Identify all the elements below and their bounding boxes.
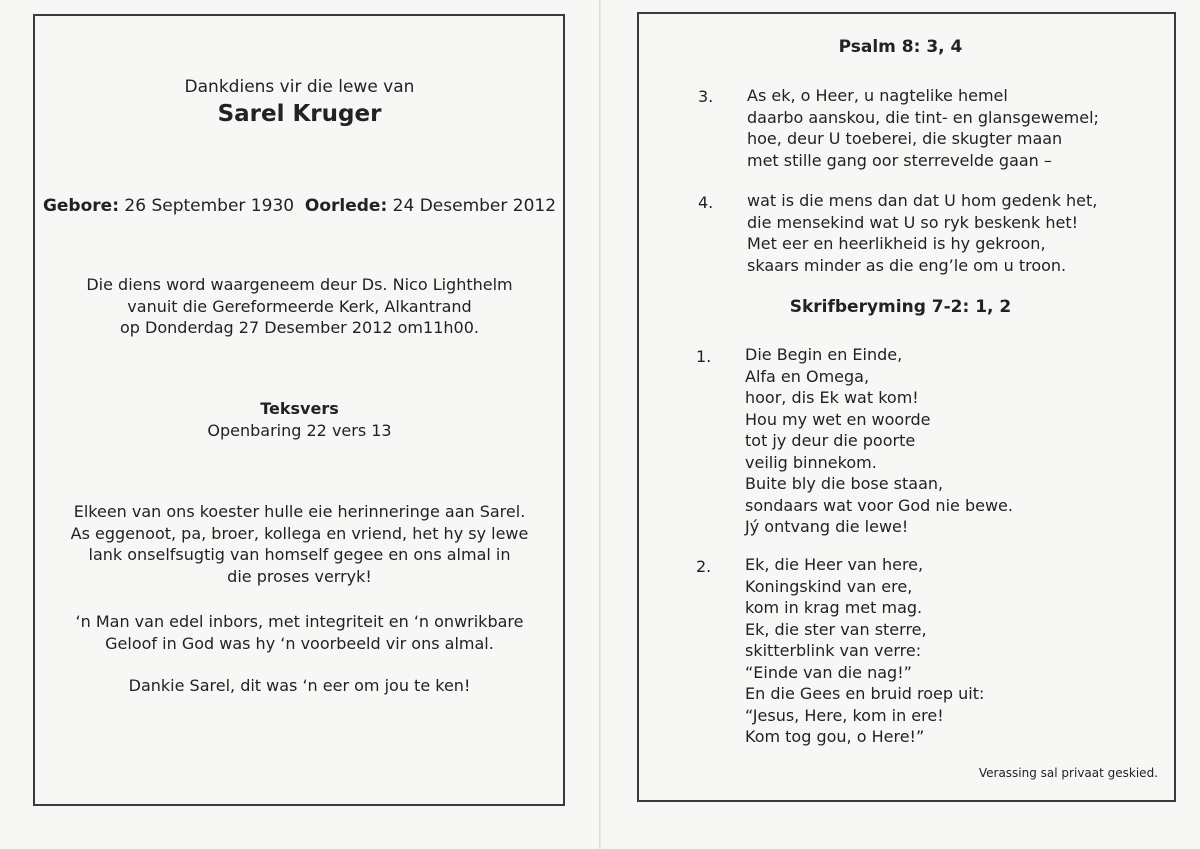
verse-line: hoe, deur U toeberei, die skugter maan <box>747 129 1063 148</box>
tribute2-line: ‘n Man van edel inbors, met integriteit en ‘n onwrikbare <box>75 612 524 631</box>
text-verse <box>0 398 599 441</box>
text-verse-label: Teksvers <box>260 399 339 418</box>
verse-line: Met eer en heerlikheid is hy gekroon, <box>747 234 1046 253</box>
tribute-line: As eggenoot, pa, broer, kollega en vriend, het hy sy lewe <box>70 523 529 543</box>
service-line: Die diens word waargeneem deur Ds. Nico Lighthelm <box>86 275 513 294</box>
tribute-line: die proses verryk! <box>227 566 372 586</box>
service-details <box>0 274 599 339</box>
verse-line: Hou my wet en woorde <box>745 409 931 429</box>
verse-line: Kom tog gou, o Here!” <box>745 727 925 746</box>
psalm-verse-3 <box>747 85 1099 171</box>
verse-line: die mensekind wat U so ryk beskenk het! <box>747 212 1079 232</box>
service-line: op Donderdag 27 Desember 2012 om11h00. <box>120 318 479 337</box>
verse-line: Ek, die Heer van here, <box>745 555 924 574</box>
hymn-verse-2 <box>745 554 984 748</box>
thanks-text: Dankie Sarel, dit was ‘n eer om jou te ken! <box>128 676 471 695</box>
footnote-text: Verassing sal privaat geskied. <box>978 766 1158 780</box>
verse-line: Jý ontvang die lewe! <box>745 517 909 536</box>
verse-line: Koningskind van ere, <box>745 576 913 596</box>
verse-line: veilig binnekom. <box>745 452 877 472</box>
hymn-verse-1 <box>745 344 1013 538</box>
verse-line: sondaars wat voor God nie bewe. <box>745 495 1013 515</box>
hymn-title: Skrifberyming 7-2: 1, 2 <box>789 297 1012 317</box>
verse-line: skitterblink van verre: <box>745 641 922 660</box>
dates-line <box>0 195 599 217</box>
verse-line: Ek, die ster van sterre, <box>745 619 927 639</box>
verse-line: As ek, o Heer, u nagtelike hemel <box>747 86 1008 105</box>
verse-line: daarbo aanskou, die tint- en glansgewemel; <box>747 107 1099 127</box>
intro-text: Dankdiens vir die lewe van <box>184 77 415 97</box>
hymn-verse-number: 2. <box>696 557 712 576</box>
tribute-paragraph <box>0 501 599 587</box>
psalm-verse-number: 4. <box>698 193 714 212</box>
text-verse-ref: Openbaring 22 vers 13 <box>207 420 392 440</box>
verse-line: “Jesus, Here, kom in ere! <box>745 705 944 725</box>
verse-line: skaars minder as die eng’le om u troon. <box>747 255 1067 275</box>
born-date: 26 September 1930 <box>124 196 295 216</box>
tribute-line: lank onselfsugtig van homself gegee en ons almal in <box>88 545 511 564</box>
verse-line: kom in krag met mag. <box>745 598 923 617</box>
verse-line: Buite bly die bose staan, <box>745 474 944 493</box>
verse-line: “Einde van die nag!” <box>745 662 912 682</box>
verse-line: met stille gang oor sterrevelde gaan – <box>747 150 1052 170</box>
psalm-verse-number: 3. <box>698 87 714 106</box>
verse-line: wat is die mens dan dat U hom gedenk het, <box>747 191 1098 210</box>
verse-line: hoor, dis Ek wat kom! <box>745 388 919 407</box>
service-line: vanuit die Gereformeerde Kerk, Alkantrand <box>127 296 472 316</box>
died-date: 24 Desember 2012 <box>392 196 557 216</box>
born-label: Gebore: <box>42 196 119 216</box>
verse-line: tot jy deur die poorte <box>745 431 916 450</box>
hymn-verse-number: 1. <box>696 347 712 366</box>
psalm-title: Psalm 8: 3, 4 <box>838 37 963 57</box>
left-page <box>0 0 599 849</box>
psalm-verse-4 <box>747 190 1097 276</box>
tribute-paragraph-2 <box>0 611 599 654</box>
right-page <box>601 0 1200 849</box>
died-label: Oorlede: <box>304 196 388 216</box>
deceased-name: Sarel Kruger <box>217 101 382 127</box>
tribute2-line: Geloof in God was hy ‘n voorbeeld vir ons almal. <box>105 633 494 653</box>
verse-line: Die Begin en Einde, <box>745 345 903 364</box>
verse-line: Alfa en Omega, <box>745 366 870 386</box>
verse-line: En die Gees en bruid roep uit: <box>745 684 985 703</box>
tribute-line: Elkeen van ons koester hulle eie herinneringe aan Sarel. <box>73 502 526 521</box>
